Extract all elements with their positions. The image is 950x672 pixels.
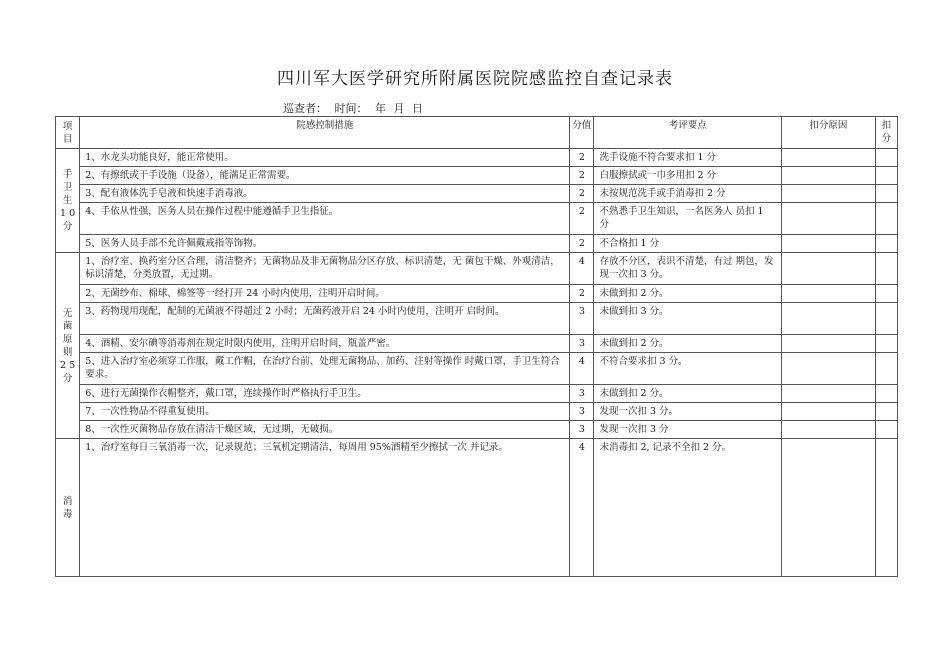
table-row <box>56 235 898 253</box>
table-row <box>56 421 898 439</box>
reason-cell[interactable] <box>781 421 875 439</box>
point-cell: 存放不分区，表识不清楚，有过 期包，发现一次扣 3 分。 <box>594 253 782 285</box>
measure-cell: 4、手依从性强，医务人员在操作过程中能遵循手卫生指征。 <box>80 203 570 235</box>
score-cell: 2 <box>570 285 594 303</box>
score-cell: 3 <box>570 303 594 335</box>
measure-cell: 1、治疗室、换药室分区合理，清洁整齐；无菌物品及非无菌物品分区存放、标识清楚，无 菌包干燥、外观清洁，标识清楚，分类放置，无过期。 <box>80 253 570 285</box>
reason-cell[interactable] <box>781 439 875 577</box>
score-cell: 4 <box>570 353 594 385</box>
table-row <box>56 303 898 335</box>
score-cell: 2 <box>570 185 594 203</box>
reason-cell[interactable] <box>781 203 875 235</box>
point-cell: 不合格扣 1 分 <box>594 235 782 253</box>
reason-cell[interactable] <box>781 253 875 285</box>
deduct-cell[interactable] <box>875 403 897 421</box>
measure-cell: 6、进行无菌操作衣帽整齐，戴口罩，连续操作时严格执行手卫生。 <box>80 385 570 403</box>
document-title: 四川军大医学研究所附属医院院感监控自查记录表 <box>277 69 673 89</box>
table-row <box>56 403 898 421</box>
table-row <box>56 353 898 385</box>
header-category: 项目 <box>56 117 80 149</box>
score-cell: 2 <box>570 235 594 253</box>
header-points: 考评要点 <box>594 117 782 149</box>
measure-cell: 8、一次性灭菌物品存放在清洁干燥区域，无过期，无破损。 <box>80 421 570 439</box>
measure-cell: 3、药物现用现配，配制的无菌液不得超过 2 小时；无菌药液开启 24 小时内使用，注明开 启时间。 <box>80 303 570 335</box>
table-row <box>56 253 898 285</box>
inspection-meta: 巡查者： 时间： 年 月 日 <box>283 102 423 115</box>
deduct-cell[interactable] <box>875 285 897 303</box>
deduct-cell[interactable] <box>875 185 897 203</box>
reason-cell[interactable] <box>781 167 875 185</box>
deduct-cell[interactable] <box>875 439 897 577</box>
header-measures: 院感控制措施 <box>80 117 570 149</box>
table-row <box>56 185 898 203</box>
deduct-cell[interactable] <box>875 335 897 353</box>
reason-cell[interactable] <box>781 185 875 203</box>
deduct-cell[interactable] <box>875 149 897 167</box>
measure-cell: 4、酒精、安尔碘等消毒剂在规定时限内使用，注明开启时间，瓶盖严密。 <box>80 335 570 353</box>
table-row <box>56 149 898 167</box>
point-cell: 未按规范洗手或手消毒扣 2 分 <box>594 185 782 203</box>
score-cell: 4 <box>570 253 594 285</box>
measure-cell: 7、一次性物品不得重复使用。 <box>80 403 570 421</box>
reason-cell[interactable] <box>781 335 875 353</box>
header-row <box>56 117 898 149</box>
table-row <box>56 203 898 235</box>
deduct-cell[interactable] <box>875 385 897 403</box>
section-category: 无菌原则 2 5 分 <box>56 253 80 439</box>
score-cell: 2 <box>570 203 594 235</box>
header-deduct: 扣分 <box>875 117 897 149</box>
measure-cell: 1、水龙头功能良好，能正常使用。 <box>80 149 570 167</box>
point-cell: 发现一次扣 3 分。 <box>594 403 782 421</box>
deduct-cell[interactable] <box>875 167 897 185</box>
measure-cell: 5、进入治疗室必须穿工作服，戴工作帽，在治疗台前、处理无菌物品、加药、注射等操作 时戴口罩，手卫生符合要求。 <box>80 353 570 385</box>
reason-cell[interactable] <box>781 235 875 253</box>
point-cell: 发现一次扣 3 分 <box>594 421 782 439</box>
score-cell: 2 <box>570 149 594 167</box>
deduct-cell[interactable] <box>875 253 897 285</box>
section-category: 手卫生 1 0 分 <box>56 149 80 253</box>
reason-cell[interactable] <box>781 403 875 421</box>
point-cell: 未做到扣 2 分。 <box>594 335 782 353</box>
table-row <box>56 167 898 185</box>
point-cell: 不符合要求扣 3 分。 <box>594 353 782 385</box>
reason-cell[interactable] <box>781 285 875 303</box>
reason-cell[interactable] <box>781 385 875 403</box>
measure-cell: 2、无菌纱布、棉球、棉签等一经打开 24 小时内使用，注明开启时间。 <box>80 285 570 303</box>
deduct-cell[interactable] <box>875 353 897 385</box>
measure-cell: 2、有擦纸或干手设施（设备），能满足正常需要。 <box>80 167 570 185</box>
table-row <box>56 335 898 353</box>
point-cell: 未做到扣 2 分。 <box>594 385 782 403</box>
reason-cell[interactable] <box>781 149 875 167</box>
point-cell: 未做到扣 2 分。 <box>594 285 782 303</box>
point-cell: 洗手设施不符合要求扣 1 分 <box>594 149 782 167</box>
score-cell: 2 <box>570 167 594 185</box>
section-category: 消毒 <box>56 439 80 577</box>
reason-cell[interactable] <box>781 353 875 385</box>
score-cell: 3 <box>570 403 594 421</box>
table-row <box>56 385 898 403</box>
deduct-cell[interactable] <box>875 235 897 253</box>
score-cell: 3 <box>570 385 594 403</box>
score-cell: 4 <box>570 439 594 577</box>
header-reason: 扣分原因 <box>781 117 875 149</box>
point-cell: 未消毒扣 2, 记录不全扣 2 分。 <box>594 439 782 577</box>
header-score: 分值 <box>570 117 594 149</box>
self-check-table <box>55 116 898 577</box>
deduct-cell[interactable] <box>875 303 897 335</box>
score-cell: 3 <box>570 335 594 353</box>
measure-cell: 1、治疗室每日三氧消毒一次，记录规范；三氧机定期清洁，每周用 95%酒精至少擦拭一次 并记录。 <box>80 439 570 577</box>
point-cell: 白服擦拭或一巾多用扣 2 分 <box>594 167 782 185</box>
deduct-cell[interactable] <box>875 421 897 439</box>
point-cell: 未做到扣 3 分。 <box>594 303 782 335</box>
score-cell: 3 <box>570 421 594 439</box>
point-cell: 不熟悉手卫生知识，一名医务人 员扣 1 分 <box>594 203 782 235</box>
table-row <box>56 439 898 577</box>
deduct-cell[interactable] <box>875 203 897 235</box>
measure-cell: 5、医务人员手部不允许佩戴戒指等饰物。 <box>80 235 570 253</box>
measure-cell: 3、配有液体洗手皂液和快速手消毒液。 <box>80 185 570 203</box>
table-row <box>56 285 898 303</box>
reason-cell[interactable] <box>781 303 875 335</box>
